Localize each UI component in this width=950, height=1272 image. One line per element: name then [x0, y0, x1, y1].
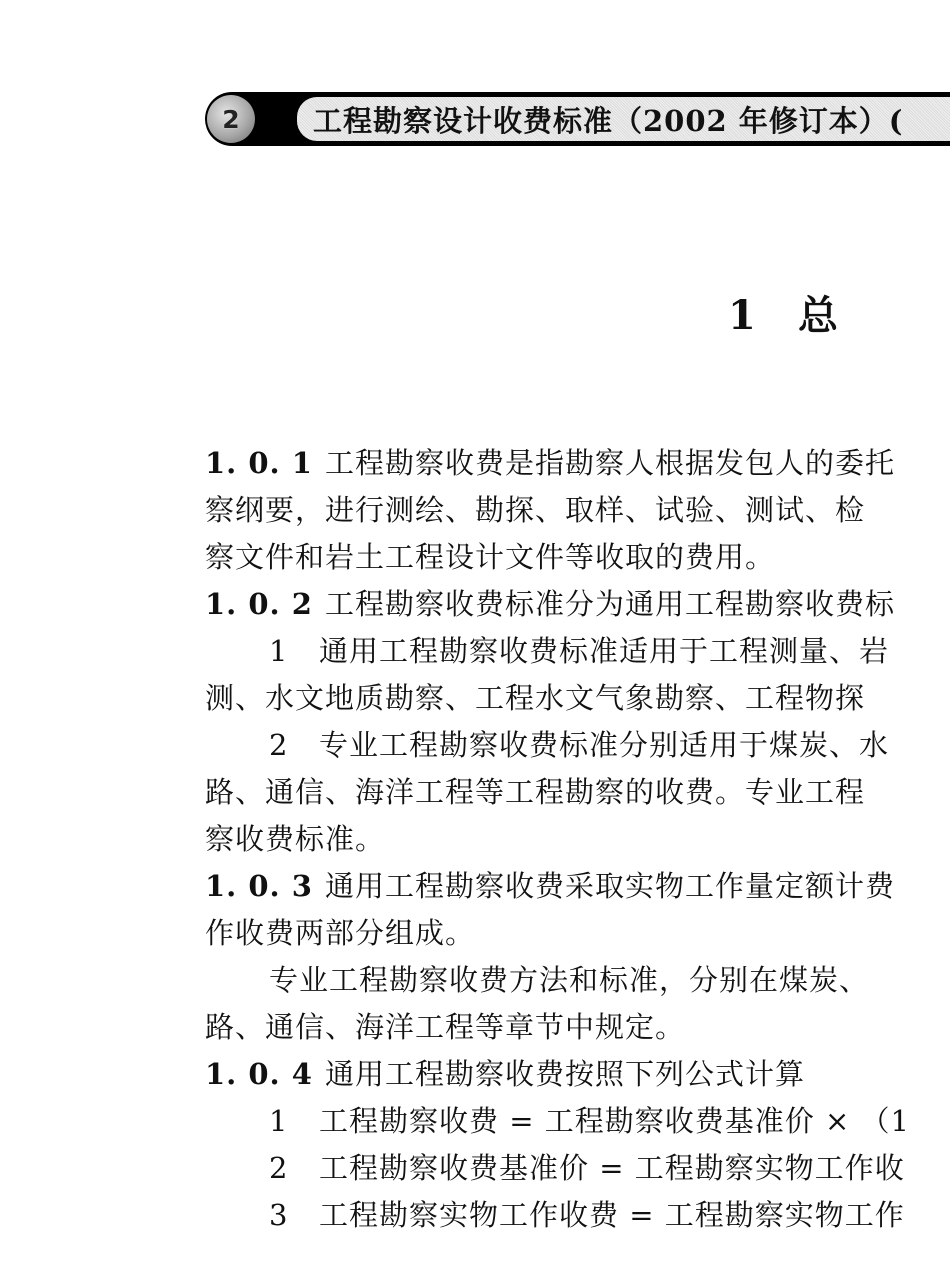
- text-line: [205, 1051, 950, 1098]
- text-line: [205, 534, 950, 581]
- text-line: [205, 440, 950, 487]
- item-number: 2: [269, 728, 289, 762]
- chapter-heading: [728, 284, 838, 341]
- text-line: [205, 1098, 950, 1145]
- clause-number: 1. 0. 3: [205, 869, 313, 903]
- line-text: 专业工程勘察收费标准分别适用于煤炭、水: [319, 728, 890, 762]
- header-title-box: [297, 97, 950, 141]
- text-line: [205, 1145, 950, 1192]
- line-text: 作收费两部分组成。: [205, 916, 476, 950]
- body-text: [205, 440, 950, 1239]
- item-number: 2: [269, 1151, 289, 1185]
- text-line: [205, 910, 950, 957]
- chapter-number: 1: [728, 292, 756, 339]
- clause-number: 1. 0. 4: [205, 1057, 313, 1091]
- page-number-badge: [207, 95, 255, 143]
- clause-number: 1. 0. 1: [205, 446, 313, 480]
- line-text: 工程勘察收费 = 工程勘察收费基准价 × （1: [319, 1104, 910, 1138]
- line-text: 路、通信、海洋工程等章节中规定。: [205, 1010, 686, 1044]
- text-line: [205, 1004, 950, 1051]
- book-title: 工程勘察设计收费标准（2002 年修订本）(: [313, 103, 904, 138]
- line-text: 路、通信、海洋工程等工程勘察的收费。专业工程: [205, 775, 866, 809]
- text-line: [205, 957, 950, 1004]
- line-text: 工程勘察实物工作收费 = 工程勘察实物工作: [319, 1198, 905, 1232]
- page-number: 2: [222, 104, 240, 134]
- item-number: 1: [269, 1104, 289, 1138]
- text-line: [205, 628, 950, 675]
- chapter-title: 总: [798, 292, 838, 339]
- line-text: 工程勘察收费基准价 = 工程勘察实物工作收: [319, 1151, 905, 1185]
- line-text: 通用工程勘察收费按照下列公式计算: [325, 1057, 806, 1091]
- item-number: 3: [269, 1198, 289, 1232]
- line-text: 工程勘察收费标准分为通用工程勘察收费标: [325, 587, 896, 621]
- line-text: 专业工程勘察收费方法和标准，分别在煤炭、: [269, 963, 870, 997]
- text-line: [205, 769, 950, 816]
- line-text: 通用工程勘察收费采取实物工作量定额计费: [325, 869, 896, 903]
- item-number: 1: [269, 634, 289, 668]
- text-line: [205, 487, 950, 534]
- text-line: [205, 581, 950, 628]
- text-line: [205, 675, 950, 722]
- line-text: 察纲要，进行测绘、勘探、取样、试验、测试、检: [205, 493, 866, 527]
- running-header: [205, 92, 950, 146]
- text-line: [205, 722, 950, 769]
- text-line: [205, 816, 950, 863]
- line-text: 察收费标准。: [205, 822, 386, 856]
- line-text: 察文件和岩土工程设计文件等收取的费用。: [205, 540, 776, 574]
- line-text: 工程勘察收费是指勘察人根据发包人的委托: [325, 446, 896, 480]
- line-text: 测、水文地质勘察、工程水文气象勘察、工程物探: [205, 681, 866, 715]
- clause-number: 1. 0. 2: [205, 587, 313, 621]
- line-text: 通用工程勘察收费标准适用于工程测量、岩: [319, 634, 890, 668]
- text-line: [205, 1192, 950, 1239]
- text-line: [205, 863, 950, 910]
